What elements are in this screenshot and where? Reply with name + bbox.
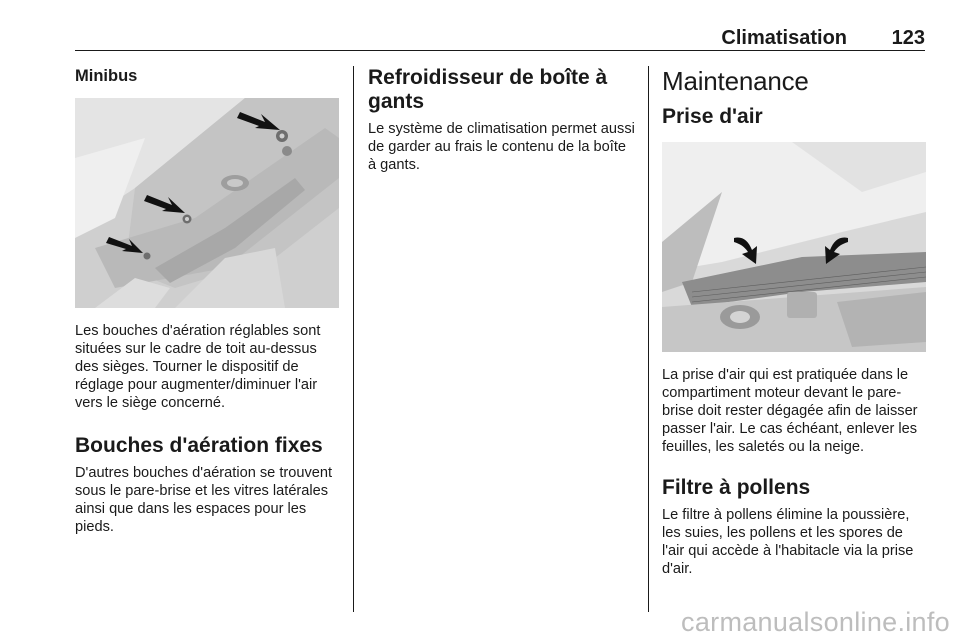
roof-vents-drawing — [75, 98, 339, 308]
page-header — [75, 26, 925, 51]
subsection-heading-air-intake: Prise d'air — [662, 105, 763, 128]
glovebox-cooler-description: Le système de climatisation permet aussi de garder au frais le contenu de la boîte à gants. — [368, 121, 635, 173]
column-right — [662, 66, 928, 578]
section-heading-pollen-filter: Filtre à pollens — [662, 476, 811, 499]
roof-vents-illustration — [75, 98, 339, 308]
column-middle — [368, 66, 636, 174]
air-intake-description: La prise d'air qui est pratiquée dans le compartiment moteur devant le pare-brise doit rester dégagée afin de laisser passer l'air. Le cas échéant, enlever les feuilles, les saletés ou la neige. — [662, 367, 918, 455]
section-heading-maintenance: Maintenance — [662, 66, 809, 96]
column-divider — [353, 66, 354, 612]
section-heading-fixed-vents: Bouches d'aération fixes — [75, 434, 323, 457]
section-heading-glovebox-cooler: Refroidisseur de boîte à gants — [368, 66, 608, 113]
section-heading-minibus: Minibus — [75, 67, 138, 85]
column-left — [75, 66, 339, 536]
pollen-filter-description: Le filtre à pollens élimine la poussière, les suies, les pollens et les spores de l'air qui accède à l'habitacle via la prise d'air. — [662, 507, 914, 577]
engine-bay-drawing — [662, 142, 926, 352]
page-number: 123 — [891, 27, 925, 49]
watermark: carmanualsonline.info — [681, 607, 950, 637]
chapter-title: Climatisation — [721, 27, 847, 49]
air-intake-illustration — [662, 142, 926, 352]
column-divider — [648, 66, 649, 612]
fixed-vents-description: D'autres bouches d'aération se trouvent sous le pare-brise et les vitres latérales ainsi que dans les espaces pour les pieds. — [75, 465, 333, 535]
vents-description: Les bouches d'aération réglables sont situées sur le cadre de toit au-dessus des sièges. Tourner le dispositif de réglage pour augmenter/diminuer l'air vers le siège concerné. — [75, 323, 321, 411]
